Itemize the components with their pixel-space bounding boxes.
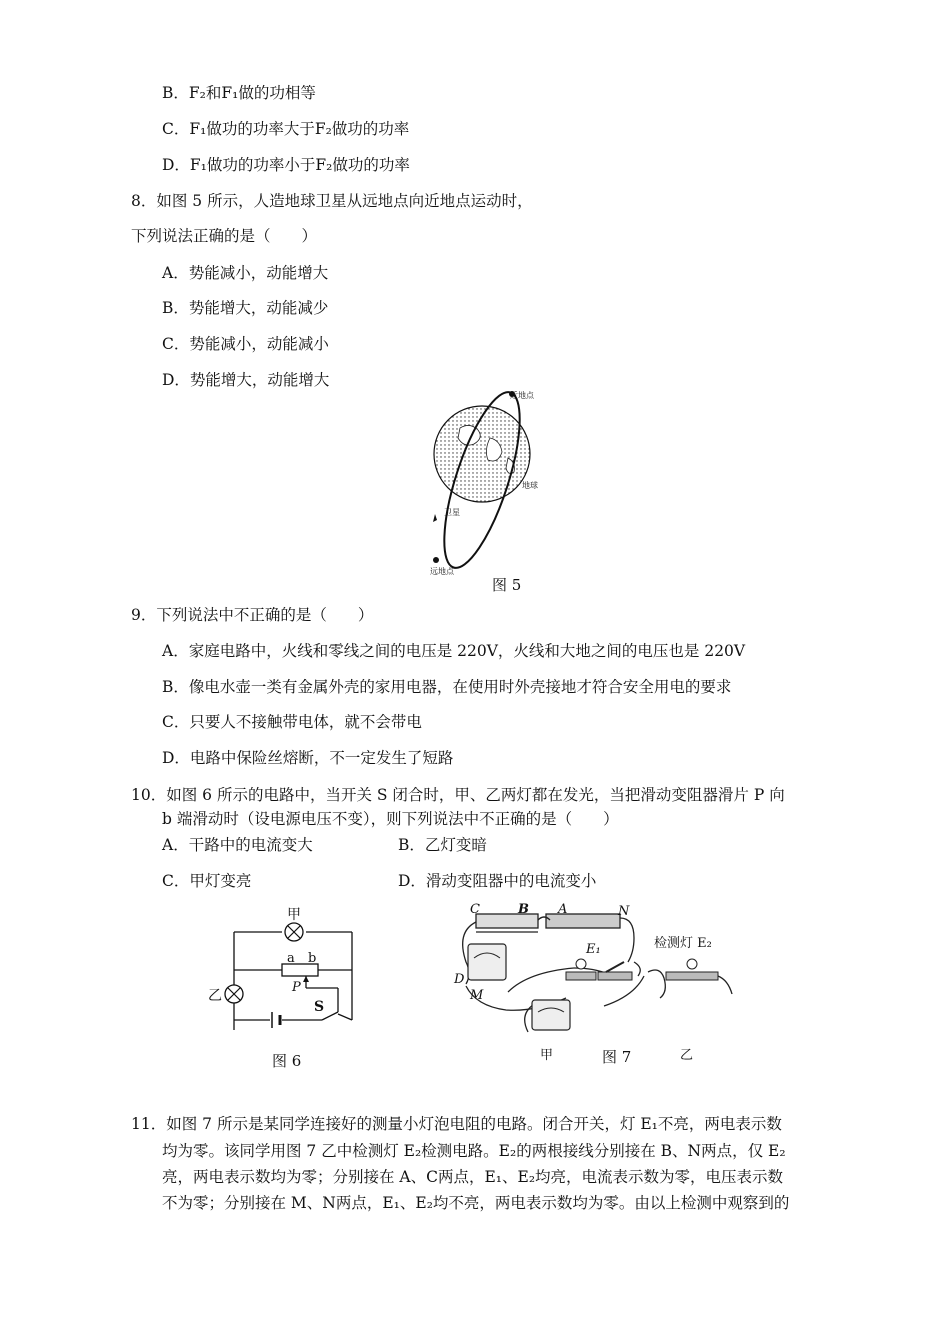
terminal-c-label: C (470, 902, 480, 917)
lamp-yi-label: 乙 (208, 988, 222, 1004)
q10-option-a: A．干路中的电流变大 (162, 836, 313, 854)
satellite-icon (433, 514, 437, 522)
q11-line2: 均为零。该同学用图 7 乙中检测灯 E₂检测电路。E₂的两根接线分别接在 B、N两点，仅 E₂ (162, 1142, 786, 1160)
q8-option-c: C．势能减小，动能减小 (162, 335, 329, 353)
switch-s-label: S (314, 999, 325, 1015)
q8-option-b: B．势能增大，动能减少 (162, 299, 329, 317)
sub-figure-jia-label: 甲 (540, 1048, 554, 1063)
q9-option-b: B．像电水壶一类有金属外壳的家用电器，在使用时外壳接地才符合安全用电的要求 (162, 678, 732, 696)
figure-6 (210, 902, 370, 1032)
q9-option-d: D．电路中保险丝熔断，不一定发生了短路 (162, 749, 454, 767)
lamp-jia-label: 甲 (287, 907, 301, 923)
q11-line1: 11．如图 7 所示是某同学连接好的测量小灯泡电阻的电路。闭合开关，灯 E₁不亮，两电表示数 (131, 1115, 782, 1133)
q7-option-b: B．F₂和F₁做的功相等 (162, 84, 316, 102)
q9-stem: 9．下列说法中不正确的是（ ） (131, 606, 374, 624)
q7-option-c: C．F₁做功的功率大于F₂做功的功率 (162, 120, 410, 138)
apogee-label: 远地点 (430, 567, 454, 576)
apogee-dot (433, 557, 439, 563)
physical-circuit-photo (448, 902, 738, 1062)
figure-5-caption: 图 5 (492, 576, 522, 594)
figure-7 (448, 902, 738, 1066)
q7-option-d: D．F₁做功的功率小于F₂做功的功率 (162, 156, 410, 174)
lamp-e1-label: E₁ (586, 942, 601, 957)
q8-option-d: D．势能增大，动能增大 (162, 371, 330, 389)
lamp-e1-base (566, 972, 596, 980)
terminal-d-label: D (454, 972, 465, 987)
slider-p-label: P (292, 980, 301, 995)
lamp-jia-icon (285, 923, 303, 941)
q9-option-c: C．只要人不接触带电体，就不会带电 (162, 713, 422, 731)
slider-arrow-icon (303, 976, 309, 982)
terminal-n-label: N (618, 904, 630, 919)
terminal-b-label: b (308, 951, 317, 966)
figure-7-caption: 图 7 (602, 1048, 632, 1066)
switch-lever-icon (606, 962, 624, 972)
q8-stem-line2: 下列说法正确的是（ ） (131, 227, 318, 245)
test-lamp-e2-icon (687, 959, 697, 969)
figure-5 (420, 388, 545, 578)
battery-icon (272, 1012, 280, 1028)
q8-stem-line1: 8．如图 5 所示，人造地球卫星从远地点向近地点运动时， (131, 192, 533, 210)
switch-base (598, 972, 632, 980)
q11-line4: 不为零；分别接在 M、N两点，E₁、E₂均不亮，两电表示数均为零。由以上检测中观察到的 (162, 1194, 790, 1212)
terminal-m-label: M (470, 988, 484, 1003)
ammeter-icon (532, 1000, 570, 1030)
earth-label: 地球 (522, 481, 538, 490)
q10-option-b: B．乙灯变暗 (398, 836, 487, 854)
q10-option-d: D．滑动变阻器中的电流变小 (398, 872, 597, 890)
q8-option-a: A．势能减小，动能增大 (162, 264, 329, 282)
q10-stem-line1: 10．如图 6 所示的电路中，当开关 S 闭合时，甲、乙两灯都在发光，当把滑动变阻器滑片 P 向 (131, 786, 785, 804)
voltmeter-icon (468, 944, 506, 980)
satellite-label: 卫星 (444, 508, 460, 517)
q11-line3: 亮，两电表示数均为零；分别接在 A、C两点，E₁、E₂均亮，电流表示数为零，电压表示数 (162, 1168, 784, 1186)
q10-stem-line2: b 端滑动时（设电源电压不变），则下列说法中不正确的是（ ） (162, 810, 619, 828)
figure-6-caption: 图 6 (272, 1052, 302, 1070)
lamp-yi-icon (225, 985, 243, 1003)
q9-option-a: A．家庭电路中，火线和零线之间的电压是 220V，火线和大地之间的电压也是 220V (162, 642, 746, 660)
terminal-a-label: A (558, 902, 568, 917)
terminal-b-label: B (518, 902, 529, 917)
sub-figure-yi-label: 乙 (680, 1048, 694, 1063)
test-lamp-base (666, 972, 718, 980)
terminal-a-label: a (287, 951, 295, 966)
q10-option-c: C．甲灯变亮 (162, 872, 252, 890)
perigee-label: 近地点 (510, 391, 534, 400)
lamp-e1-icon (576, 959, 586, 969)
test-lamp-label: 检测灯 E₂ (654, 936, 712, 951)
